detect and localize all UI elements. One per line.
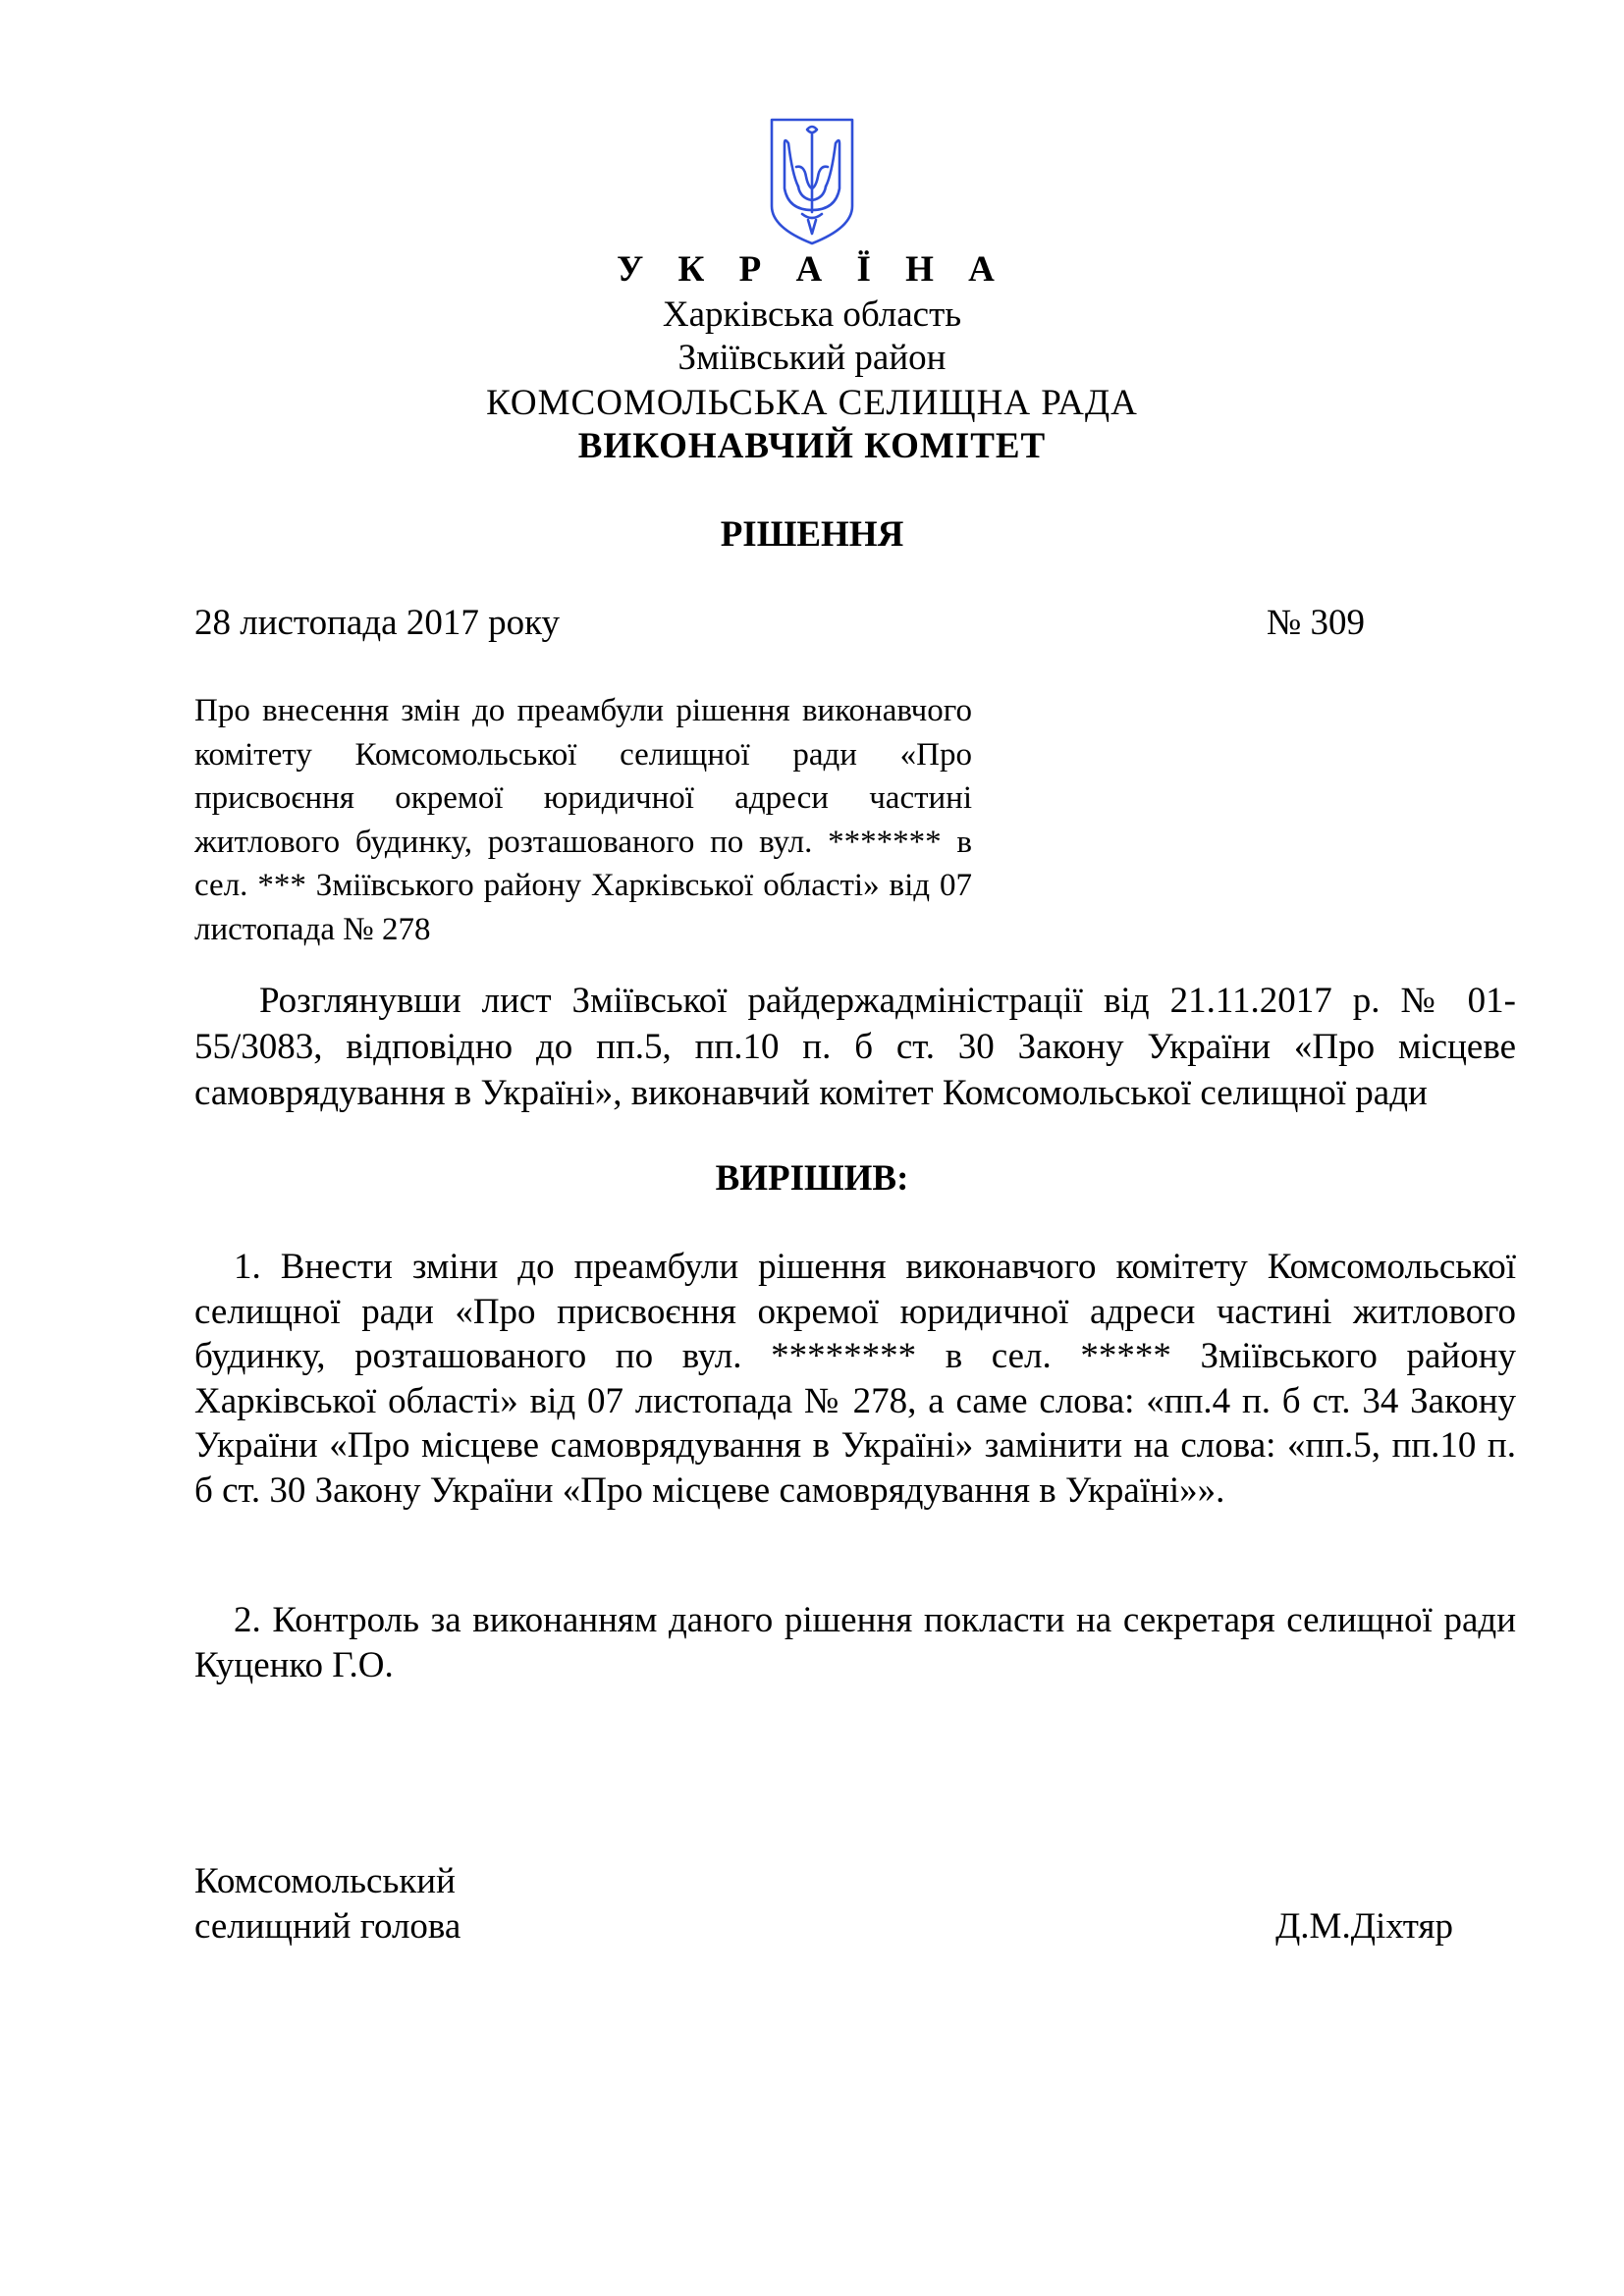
signatory-title-line-2: селищний голова (194, 1906, 461, 1947)
document-title: РІШЕННЯ (720, 514, 904, 555)
oblast-name: Харківська область (662, 294, 962, 335)
signatory-title-line-1: Комсомольський (194, 1861, 456, 1901)
country-name: У К Р А Ї Н А (617, 249, 1007, 290)
signatory-name: Д.М.Діхтяр (1275, 1906, 1453, 1947)
rayon-name: Зміївський район (677, 338, 947, 378)
decision-subject: Про внесення змін до преамбули рішення виконавчого комітету Комсомольської селищної ради «Про присвоєння окремої юридичної адреси частині житлового будинку, розташованого по вул. ******* в сел. *** Зміївського району Харківської області» від 07 листопада № 278 (194, 693, 972, 947)
decision-number: № 309 (1266, 603, 1365, 643)
council-name: КОМСОМОЛЬСЬКА СЕЛИЩНА РАДА (486, 383, 1138, 423)
coat-of-arms-icon (767, 116, 857, 247)
signatory-title (194, 1859, 460, 1949)
resolution-item-1: 1. Внести зміни до преамбули рішення виконавчого комітету Комсомольської селищної ради «Про присвоєння окремої юридичної адреси частині житлового будинку, розташованого по вул. ******** в сел. ***** Зміївського району Харківської області» від 07 листопада № 278, а саме слова: «пп.4 п. б ст. 34 Закону України «Про місцеве самоврядування в Україні» замінити на слова: «пп.5, пп.10 п. б ст. 30 Закону України «Про місцеве самоврядування в Україні»». (194, 1247, 1516, 1511)
committee-name: ВИКОНАВЧИЙ КОМІТЕТ (577, 426, 1047, 466)
decision-date: 28 листопада 2017 року (194, 603, 561, 643)
resolved-heading: ВИРІШИВ: (715, 1158, 909, 1199)
preamble-paragraph: Розглянувши лист Зміївської райдержадміністрації від 21.11.2017 р. № 01-55/3083, відповідно до пп.5, пп.10 п. б ст. 30 Закону України «Про місцеве самоврядування в Україні», виконавчий комітет Комсомольської селищної ради (194, 981, 1516, 1113)
resolution-item-2: 2. Контроль за виконанням даного рішення покласти на секретаря селищної ради Куценко Г.О. (194, 1600, 1516, 1685)
